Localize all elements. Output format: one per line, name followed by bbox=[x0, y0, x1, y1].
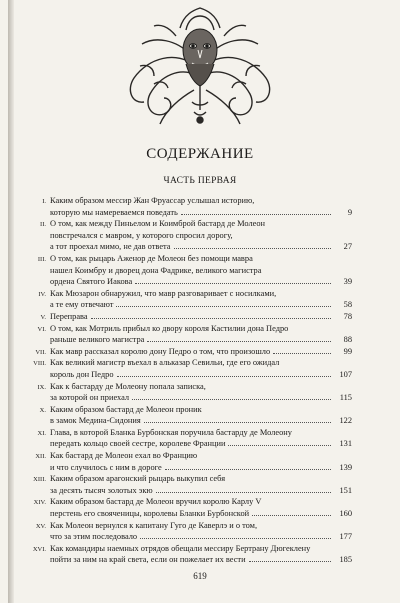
chapter-title-line: нашел Коимбру и дворец дона Фадрике, великого магистра bbox=[50, 265, 262, 275]
chapter-number: XIII. bbox=[33, 476, 46, 484]
toc-entry bbox=[22, 543, 352, 566]
chapter-page-number: 139 bbox=[339, 462, 352, 472]
toc-entry bbox=[22, 357, 352, 380]
chapter-title-line: Как к бастарду де Молеону попала записка, bbox=[50, 381, 206, 391]
dot-leader bbox=[117, 376, 331, 377]
chapter-number: VI. bbox=[37, 325, 46, 333]
toc-entry bbox=[22, 496, 352, 519]
toc-entry bbox=[22, 346, 352, 358]
chapter-title-line: а те ему отвечают bbox=[50, 300, 114, 310]
chapter-page-number: 151 bbox=[339, 485, 352, 495]
dot-leader bbox=[181, 214, 331, 215]
page-number: 619 bbox=[193, 571, 207, 581]
chapter-number: IX. bbox=[37, 383, 46, 391]
chapter-number: II. bbox=[40, 221, 46, 229]
chapter-page-number: 88 bbox=[343, 335, 352, 345]
chapter-title-line: повстречался с мавром, у которого спросил дорогу, bbox=[50, 230, 233, 240]
chapter-number: III. bbox=[37, 255, 46, 263]
chapter-title-line: раньше великого магистра bbox=[50, 335, 145, 345]
dot-leader bbox=[228, 445, 331, 446]
chapter-number: V. bbox=[40, 313, 46, 321]
chapter-title-line: король дон Педро bbox=[50, 369, 114, 379]
dot-leader bbox=[273, 353, 331, 354]
chapter-page-number: 39 bbox=[343, 277, 352, 287]
dot-leader bbox=[249, 561, 331, 562]
dot-leader bbox=[91, 318, 331, 319]
chapter-number: XII. bbox=[35, 453, 46, 461]
chapter-title-line: Каким образом бастард де Молеон проник bbox=[50, 404, 202, 414]
toc-entry bbox=[22, 427, 352, 450]
dot-leader bbox=[156, 492, 331, 493]
chapter-title-line: Как бастард де Молеон ехал во Францию bbox=[50, 451, 198, 461]
chapter-title-line: О том, как рыцарь Аженор де Молеон без помощи мавра bbox=[50, 253, 253, 263]
chapter-page-number: 9 bbox=[347, 207, 352, 217]
chapter-page-number: 27 bbox=[343, 242, 352, 252]
page-title: СОДЕРЖАНИЕ bbox=[146, 146, 254, 162]
toc-entry bbox=[22, 311, 352, 323]
chapter-title-line: и что случилось с ним в дороге bbox=[50, 462, 162, 472]
toc-entry bbox=[22, 450, 352, 473]
toc-entry bbox=[22, 253, 352, 288]
chapter-title-line: за которой он приехал bbox=[50, 393, 130, 403]
chapter-title-line: О том, как Мотриль прибыл ко двору короля Кастилии дона Педро bbox=[50, 323, 289, 333]
chapter-title-line: что за этим последовало bbox=[50, 532, 138, 542]
chapter-number: X. bbox=[39, 406, 46, 414]
chapter-number: VIII. bbox=[33, 360, 46, 368]
chapter-number: XV. bbox=[35, 522, 46, 530]
chapter-title-line: Каким образом мессир Жан Фруассар услышал историю, bbox=[50, 196, 255, 205]
dot-leader bbox=[135, 283, 331, 284]
chapter-title-line: О том, как между Пиньелом и Коимброй бастард де Молеон bbox=[50, 219, 266, 229]
chapter-page-number: 107 bbox=[339, 369, 352, 379]
chapter-number: XIV. bbox=[33, 499, 46, 507]
chapter-number: XI. bbox=[37, 429, 46, 437]
dot-leader bbox=[252, 515, 331, 516]
chapter-title-line: за десять тысяч золотых экю bbox=[50, 485, 153, 495]
dot-leader bbox=[147, 341, 331, 342]
chapter-page-number: 115 bbox=[339, 393, 352, 403]
dot-leader bbox=[165, 469, 331, 470]
dot-leader bbox=[144, 422, 331, 423]
toc-entry bbox=[22, 473, 352, 496]
dot-leader bbox=[116, 306, 331, 307]
chapter-title-line: Каким образом бастард де Молеон вручил королю Карлу V bbox=[50, 497, 262, 507]
toc-entry bbox=[22, 288, 352, 311]
chapter-page-number: 131 bbox=[339, 439, 352, 449]
toc-entry bbox=[22, 520, 352, 543]
chapter-title-line: Глава, в которой Бланка Бурбонская поручила бастарду де Молеону bbox=[50, 427, 292, 437]
table-of-contents bbox=[22, 195, 352, 566]
chapter-page-number: 177 bbox=[339, 532, 352, 542]
toc-entry bbox=[22, 404, 352, 427]
chapter-page-number: 160 bbox=[339, 509, 352, 519]
part-heading: ЧАСТЬ ПЕРВАЯ bbox=[163, 176, 237, 186]
chapter-title-line: ордена Святого Иакова bbox=[50, 277, 133, 287]
chapter-number: I. bbox=[42, 198, 46, 205]
dot-leader bbox=[140, 538, 331, 539]
chapter-title-line: Как Молеон вернулся к капитану Гуго де Каверлэ и о том, bbox=[50, 520, 258, 530]
chapter-page-number: 78 bbox=[343, 311, 352, 321]
chapter-title-line: перстень его свояченицы, королевы Бланки Бурбонской bbox=[50, 509, 250, 519]
dot-leader bbox=[132, 399, 331, 400]
chapter-title-line: которую мы намереваемся поведать bbox=[50, 207, 178, 217]
chapter-number: VII. bbox=[35, 348, 46, 356]
chapter-page-number: 58 bbox=[343, 300, 352, 310]
chapter-number: IV. bbox=[38, 290, 46, 298]
chapter-title-line: Как мавр рассказал королю дону Педро о том, что произошло bbox=[50, 346, 271, 356]
toc-entry bbox=[22, 218, 352, 253]
chapter-number: XVI. bbox=[32, 545, 46, 553]
toc-entry bbox=[22, 323, 352, 346]
chapter-title-line: Каким образом арагонский рыцарь выкупил себя bbox=[50, 474, 226, 484]
chapter-title-line: Переправа bbox=[50, 311, 88, 321]
chapter-page-number: 99 bbox=[343, 346, 352, 356]
page-edge-shadow bbox=[8, 0, 14, 603]
chapter-title-line: в замок Медина-Сидония bbox=[50, 416, 141, 426]
chapter-title-line: передать кольцо своей сестре, королеве Франции bbox=[50, 439, 226, 449]
chapter-title-line: Как великий магистр въехал в альказар Севильи, где его ожидал bbox=[50, 358, 280, 368]
toc-entry bbox=[22, 195, 352, 218]
chapter-page-number: 185 bbox=[339, 555, 352, 565]
green-man-ornament bbox=[120, 6, 280, 130]
chapter-page-number: 122 bbox=[339, 416, 352, 426]
chapter-title-line: Как командиры наемных отрядов обещали мессиру Бертрану Дюгеклену bbox=[50, 543, 311, 553]
dot-leader bbox=[174, 248, 331, 249]
toc-entry bbox=[22, 381, 352, 404]
chapter-title-line: а тот проехал мимо, не дав ответа bbox=[50, 242, 171, 252]
chapter-title-line: Как Мюзарон обнаружил, что мавр разговаривает с носилками, bbox=[50, 288, 277, 298]
chapter-title-line: пойти за ним на край света, если он пожелает их вести bbox=[50, 555, 246, 565]
